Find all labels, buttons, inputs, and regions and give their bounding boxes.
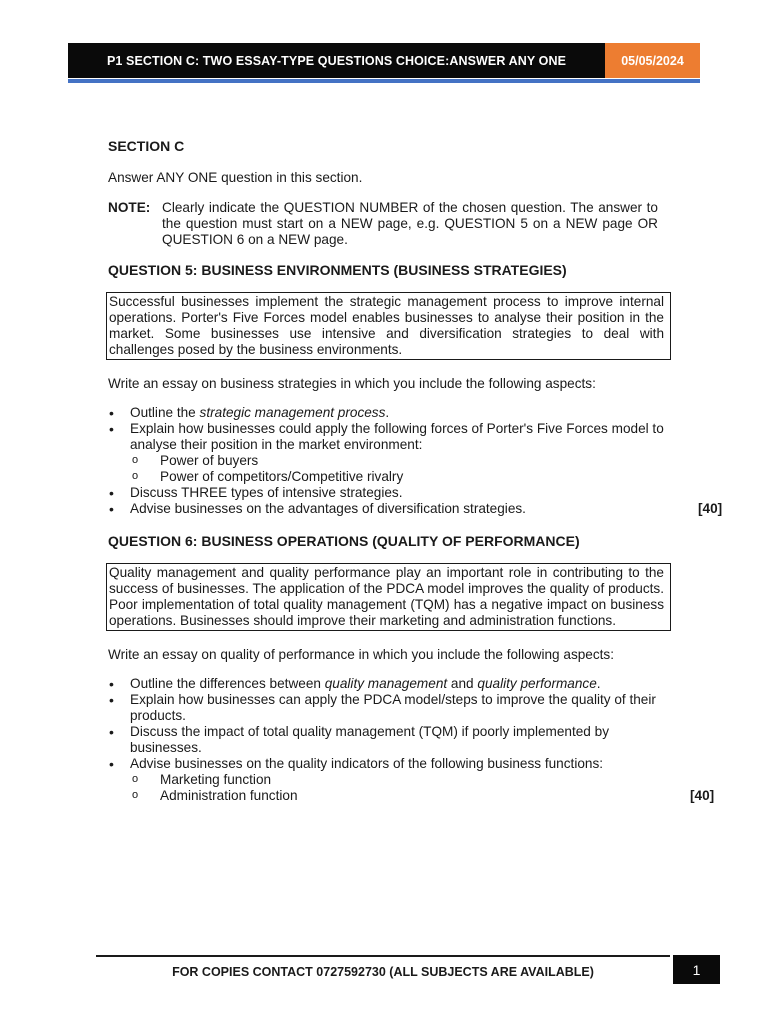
- header-title: P1 SECTION C: TWO ESSAY-TYPE QUESTIONS CHOICE:ANSWER ANY ONE: [106, 53, 567, 68]
- question-5-aspects: [108, 405, 724, 517]
- list-item-emphasis: quality performance: [477, 676, 597, 691]
- list-item-text: Outline the differences between: [130, 676, 325, 691]
- sub-list-item-text: Administration function: [160, 788, 298, 803]
- list-item-text: Advise businesses on the quality indicators of the following business functions:: [130, 756, 604, 771]
- question-5-title: QUESTION 5: BUSINESS ENVIRONMENTS (BUSINESS STRATEGIES): [108, 262, 567, 278]
- question-6-box: Quality management and quality performance play an important role in contributing to the success of businesses. The application of the PDCA model improves the quality of products. Poor implementation of total quality management (TQM) has a negative impact on business operations. Businesses should improve their marketing and administration functions.: [106, 563, 671, 631]
- header-rule: [68, 79, 700, 83]
- sub-list: [130, 453, 670, 485]
- list-item: • Discuss the impact of total quality management (TQM) if poorly implemented by businesses.: [108, 724, 670, 756]
- list-item-text: and: [447, 676, 478, 691]
- note-text: Clearly indicate the QUESTION NUMBER of the chosen question. The answer to the question must start on a NEW page, e.g. QUESTION 5 on a NEW page OR QUESTION 6 on a NEW page.: [162, 200, 658, 247]
- list-item-text: .: [385, 405, 390, 420]
- question-6-aspects: [108, 676, 724, 804]
- section-title: SECTION C: [108, 138, 185, 154]
- list-item: [108, 421, 670, 485]
- header-date: 05/05/2024: [605, 43, 700, 78]
- question-5-box: Successful businesses implement the strategic management process to improve internal operations. Porter's Five Forces model enables businesses to analyse their position in the market. Some businesses use intensive and diversification strategies to deal with challenges posed by the business environments.: [106, 292, 671, 360]
- question-5-intro: Write an essay on business strategies in which you include the following aspects:: [108, 376, 596, 391]
- list-item-text: Outline the: [130, 405, 200, 420]
- note-label: NOTE:: [108, 200, 151, 215]
- list-item: [108, 676, 670, 692]
- page-number: 1: [673, 955, 720, 984]
- sub-list-item: o Power of competitors/Competitive rivalry: [130, 469, 670, 485]
- section-instruction: Answer ANY ONE question in this section.: [108, 170, 363, 185]
- list-item: [108, 501, 723, 517]
- list-item: [108, 756, 715, 804]
- question-6-intro: Write an essay on quality of performance in which you include the following aspects:: [108, 647, 615, 662]
- sub-list-item: o Power of buyers: [130, 453, 670, 469]
- list-item: [108, 405, 670, 421]
- list-item-emphasis: quality management: [324, 676, 448, 691]
- list-item-text: Explain how businesses could apply the following forces of Porter's Five Forces model to analyse their position in the market environment:: [130, 421, 664, 452]
- list-item: • Explain how businesses can apply the PDCA model/steps to improve the quality of their products.: [108, 692, 670, 724]
- question-6-title: QUESTION 6: BUSINESS OPERATIONS (QUALITY OF PERFORMANCE): [108, 533, 580, 549]
- list-item-text: .: [596, 676, 601, 691]
- list-item-text: Advise businesses on the advantages of diversification strategies.: [130, 501, 526, 516]
- footer-text: FOR COPIES CONTACT 0727592730 (ALL SUBJECTS ARE AVAILABLE): [172, 965, 594, 979]
- document-body: [108, 138, 724, 804]
- sub-list-item: o Marketing function: [130, 772, 670, 788]
- question-6-marks: [40]: [690, 788, 715, 803]
- footer-rule: [96, 955, 670, 957]
- sub-list-item: [130, 788, 715, 804]
- note: [108, 200, 724, 248]
- question-5-marks: [40]: [698, 501, 723, 516]
- sub-list: [130, 772, 715, 804]
- list-item-emphasis: strategic management process: [199, 405, 386, 420]
- list-item: • Discuss THREE types of intensive strategies.: [108, 485, 670, 501]
